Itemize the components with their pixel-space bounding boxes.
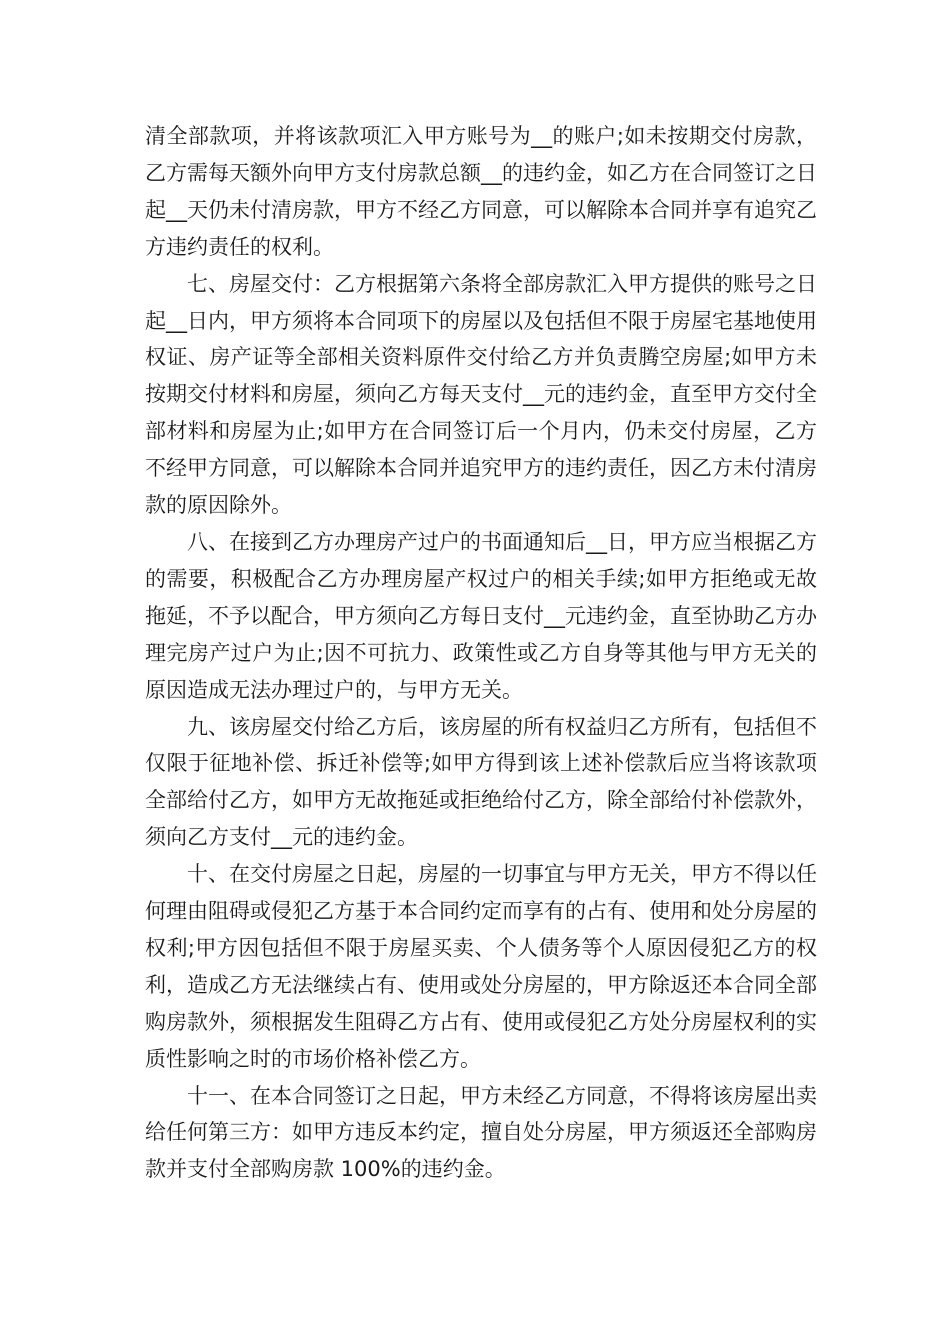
paragraph-continuation: 清全部款项，并将该款项汇入甲方账号为__的账户;如未按期交付房款，乙方需每天额外向甲方支付房款总额__的违约金，如乙方在合同签订之日起__天仍未付清房款，甲方不经乙方同意，可以解除本合同并享有追究乙方违约责任的权利。: [145, 124, 817, 259]
paragraph-clause-9: 九、该房屋交付给乙方后，该房屋的所有权益归乙方所有，包括但不仅限于征地补偿、拆迁补偿等;如甲方得到该上述补偿款后应当将该款项全部给付乙方，如甲方无故拖延或拒绝给付乙方，除全部给付补偿款外，须向乙方支付__元的违约金。: [145, 714, 817, 850]
paragraph-clause-8: 八、在接到乙方办理房产过户的书面通知后__日，甲方应当根据乙方的需要，积极配合乙方办理房屋产权过户的相关手续;如甲方拒绝或无故拖延，不予以配合，甲方须向乙方每日支付__元违约金，直至协助乙方办理完房产过户为止;因不可抗力、政策性或乙方自身等其他与甲方无关的原因造成无法办理过户的，与甲方无关。: [145, 529, 817, 702]
paragraph-clause-7: 七、房屋交付：乙方根据第六条将全部房款汇入甲方提供的账号之日起__日内，甲方须将本合同项下的房屋以及包括但不限于房屋宅基地使用权证、房产证等全部相关资料原件交付给乙方并负责腾空房屋;如甲方未按期交付材料和房屋，须向乙方每天支付__元的违约金，直至甲方交付全部材料和房屋为止;如甲方在合同签订后一个月内，仍未交付房屋，乙方不经甲方同意，可以解除本合同并追究甲方的违约责任，因乙方未付清房款的原因除外。: [145, 271, 817, 518]
paragraph-clause-11: 十一、在本合同签订之日起，甲方未经乙方同意，不得将该房屋出卖给任何第三方：如甲方违反本约定，擅自处分房屋，甲方须返还全部购房款并支付全部购房款 100%的违约金。: [145, 1083, 817, 1182]
paragraph-clause-10: 十、在交付房屋之日起，房屋的一切事宜与甲方无关，甲方不得以任何理由阻碍或侵犯乙方基于本合同约定而享有的占有、使用和处分房屋的权利;甲方因包括但不限于房屋买卖、个人债务等个人原因侵犯乙方的权利，造成乙方无法继续占有、使用或处分房屋的，甲方除返还本合同全部购房款外，须根据发生阻碍乙方占有、使用或侵犯乙方处分房屋权利的实质性影响之时的市场价格补偿乙方。: [145, 862, 817, 1071]
document-body: [145, 118, 817, 1188]
